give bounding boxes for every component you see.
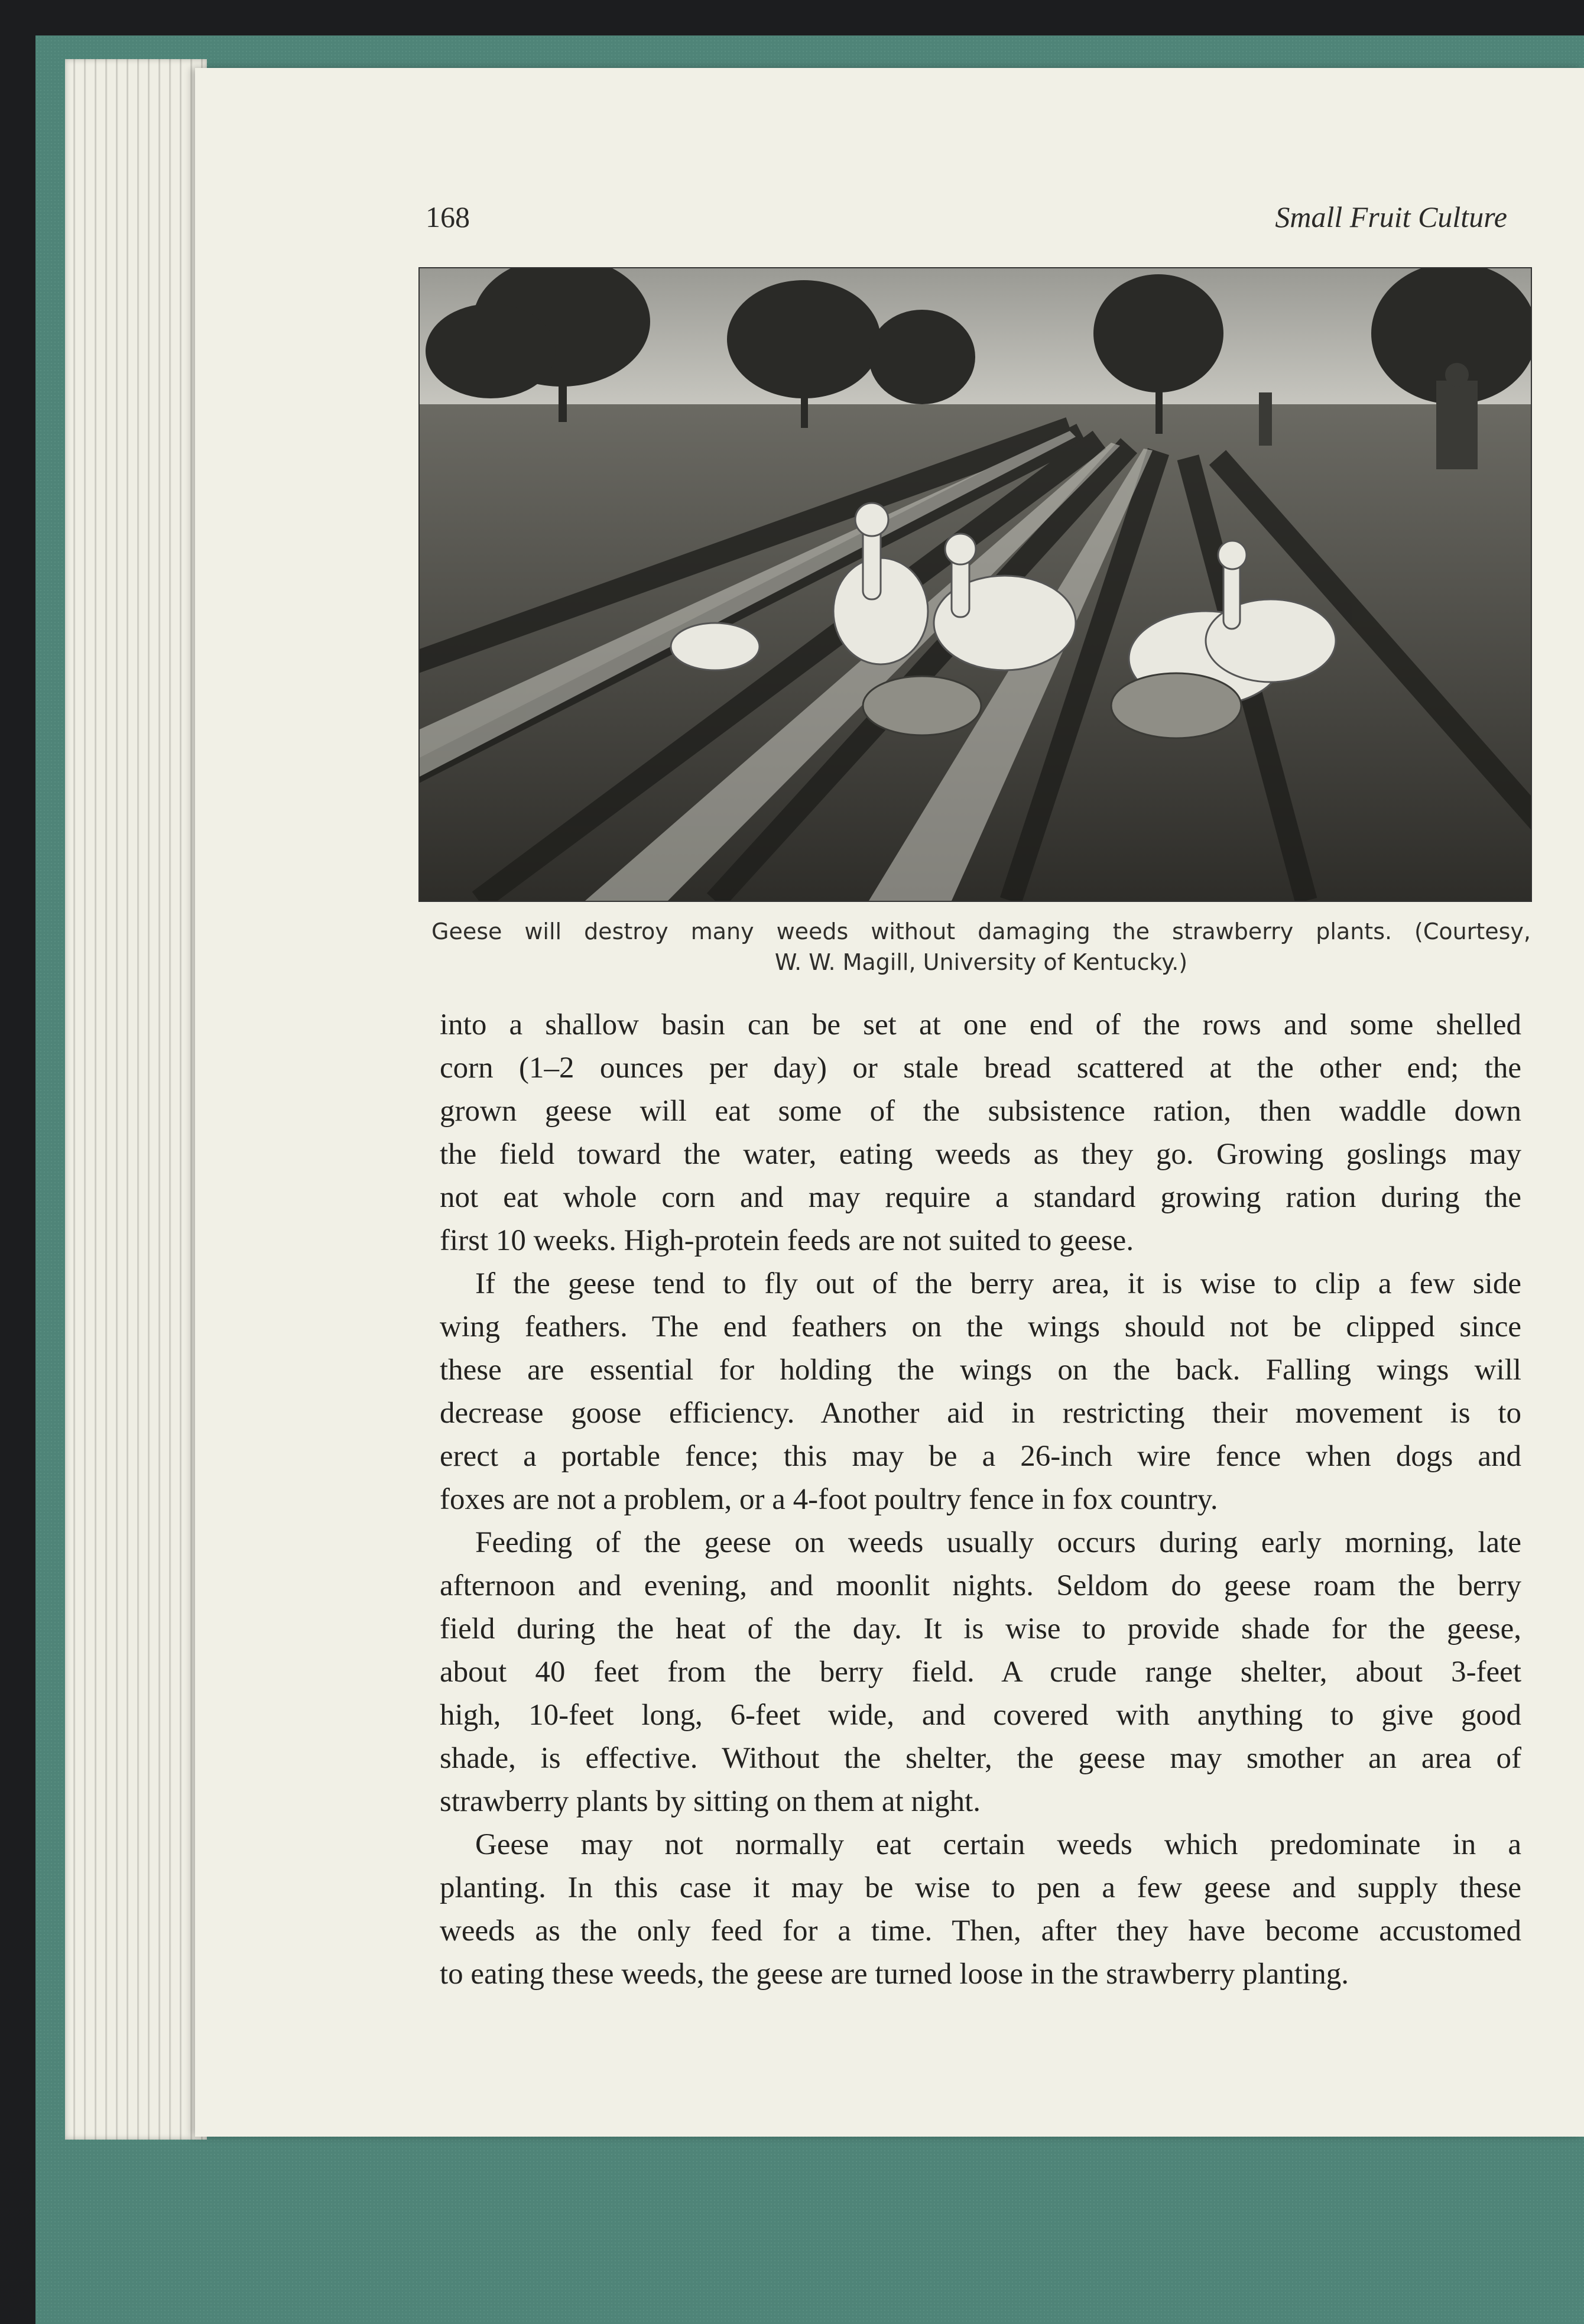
caption-line: Geese will destroy many weeds without damaging the strawberry plants. (Courtesy, — [431, 918, 1531, 944]
caption-line: W. W. Magill, University of Kentucky.) — [774, 949, 1188, 975]
text-line: first 10 weeks. High-protein feeds are not suited to geese. — [440, 1224, 1134, 1257]
text-line: about 40 feet from the berry field. A crude range shelter, about 3-feet — [440, 1656, 1521, 1689]
text-line: erect a portable fence; this may be a 26-inch wire fence when dogs and — [440, 1440, 1521, 1473]
text-line: to eating these weeds, the geese are turned loose in the strawberry planting. — [440, 1958, 1349, 1991]
text-line: strawberry plants by sitting on them at night. — [440, 1785, 981, 1818]
text-line: high, 10-feet long, 6-feet wide, and covered with anything to give good — [440, 1699, 1521, 1732]
text-line: grown geese will eat some of the subsistence ration, then waddle down — [440, 1095, 1521, 1128]
paragraph-3 — [440, 1521, 1521, 1823]
text-line: corn (1–2 ounces per day) or stale bread scattered at the other end; the — [440, 1051, 1521, 1085]
text-line: Geese may not normally eat certain weeds which predominate in a — [475, 1828, 1521, 1861]
text-line: If the geese tend to fly out of the berry area, it is wise to clip a few side — [475, 1267, 1521, 1300]
text-line: weeds as the only feed for a time. Then, after they have become accustomed — [440, 1914, 1521, 1948]
geese-photo — [418, 267, 1532, 902]
page-number: 168 — [426, 200, 470, 233]
paragraph-4 — [440, 1823, 1521, 1996]
geese-in-strawberry-field-icon — [420, 268, 1531, 901]
paragraph-1 — [440, 1004, 1521, 1262]
running-head — [426, 200, 1507, 241]
text-line: not eat whole corn and may require a standard growing ration during the — [440, 1181, 1521, 1214]
text-line: the field toward the water, eating weeds as they go. Growing goslings may — [440, 1138, 1521, 1171]
text-line: Feeding of the geese on weeds usually occurs during early morning, late — [475, 1526, 1521, 1559]
text-line: decrease goose efficiency. Another aid in restricting their movement is to — [440, 1397, 1521, 1430]
figure-caption — [431, 916, 1531, 978]
text-line: planting. In this case it may be wise to pen a few geese and supply these — [440, 1871, 1521, 1904]
text-line: into a shallow basin can be set at one end of the rows and some shelled — [440, 1008, 1521, 1041]
body-text — [440, 1004, 1521, 1996]
running-title: Small Fruit Culture — [1275, 200, 1507, 233]
text-line: afternoon and evening, and moonlit nights. Seldom do geese roam the berry — [440, 1569, 1521, 1602]
paragraph-2 — [440, 1262, 1521, 1521]
text-line: wing feathers. The end feathers on the wings should not be clipped since — [440, 1310, 1521, 1343]
text-line: shade, is effective. Without the shelter, the geese may smother an area of — [440, 1742, 1521, 1775]
text-line: field during the heat of the day. It is wise to provide shade for the geese, — [440, 1612, 1521, 1645]
page-edges — [65, 59, 207, 2140]
text-line: foxes are not a problem, or a 4-foot poultry fence in fox country. — [440, 1483, 1218, 1516]
text-line: these are essential for holding the wings on the back. Falling wings will — [440, 1353, 1521, 1387]
